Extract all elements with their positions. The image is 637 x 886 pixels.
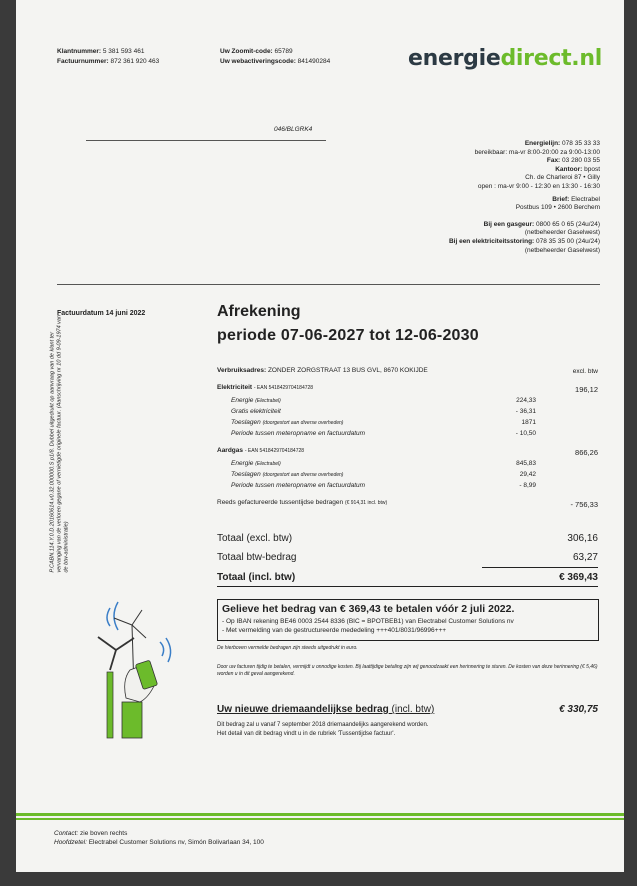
energielijn-label: Energielijn: xyxy=(524,140,561,147)
totals-rule xyxy=(482,567,598,568)
verbruiksadres-row xyxy=(217,367,428,374)
nieuw-bedrag-label: Uw nieuwe driemaandelijkse bedrag xyxy=(217,704,389,715)
payment-iban: - Op IBAN rekening BE46 0003 2544 8336 (BIC = BPOTBEB1) van Electrabel Customer Solutions nv xyxy=(222,618,514,625)
tussentijds-value: - 756,33 xyxy=(570,500,598,509)
payment-box xyxy=(217,599,599,641)
kantoor: bpost xyxy=(584,165,600,173)
side-legal-text: P.CABN.114.Y.0.D.20160614.v0.32.000000.S p1/8. Dubbel uitgedrukt op aanvraag van de klant ter vervanging van de verloren gegane of vernietigde originele factuur. (Aanschrijving nr 10 dd 9-09-1974 van de btw-administratie) xyxy=(49,314,70,573)
periode-title: periode 07-06-2027 tot 12-06-2030 xyxy=(217,327,479,344)
euro-note: De hierboven vermelde bedragen zijn steeds uitgedrukt in euro. xyxy=(217,645,358,651)
totaal-btw: 63,27 xyxy=(572,552,598,563)
line-label: Gratis elektriciteit xyxy=(231,408,281,415)
aardgas-total: 866,26 xyxy=(575,448,598,457)
line-value: - 10,50 xyxy=(515,430,536,437)
line-value: - 8,99 xyxy=(519,482,536,489)
line-sub: (doorgestort aan diverse overheden) xyxy=(262,472,344,478)
line-sub: (Electrabel) xyxy=(255,461,281,467)
document-title: Afrekening xyxy=(217,303,301,320)
tussentijds-row xyxy=(217,499,387,506)
line-value: 29,42 xyxy=(519,471,536,478)
excl-btw-header: excl. btw xyxy=(572,368,598,375)
line-label: Toeslagen xyxy=(231,471,261,478)
green-band-thin xyxy=(16,818,624,820)
nieuw-bedrag-suffix: (incl. btw) xyxy=(391,704,435,715)
payment-mededeling: - Met vermelding van de gestructureerde mededeling +++401/8031/96996+++ xyxy=(222,627,447,634)
brief-label: Brief: xyxy=(552,195,570,203)
kantoor-adres: Ch. de Charleroi 87 • Gilly xyxy=(525,174,600,182)
aardgas-ean: - EAN 5418429704184728 xyxy=(244,448,305,454)
nieuw-bedrag-heading xyxy=(217,704,434,715)
brief-adres: Postbus 109 • 2600 Berchem xyxy=(515,204,600,212)
line-label: Energie xyxy=(231,460,254,467)
verbruiksadres: ZONDER ZORGSTRAAT 13 BUS GVL, 8670 KOKIJDE xyxy=(267,367,428,374)
line-value: 224,33 xyxy=(516,397,536,404)
footer xyxy=(54,829,264,847)
line-value: - 36,31 xyxy=(515,408,536,415)
nieuw-bedrag: € 330,75 xyxy=(559,704,598,715)
footer-hoofdzetel: Electrabel Customer Solutions nv, Simón Bolivarlaan 34, 100 xyxy=(88,839,264,846)
nieuw-bedrag-line1: Dit bedrag zal u vanaf 7 september 2018 driemaandelijks aangerekend worden. xyxy=(217,722,429,728)
storing-label: Bij een elektriciteitsstoring: xyxy=(448,237,535,245)
online-codes xyxy=(220,47,330,67)
elek-beheerder: (netbeheerder Gaselwest) xyxy=(524,246,600,254)
line-item xyxy=(231,397,281,404)
contact-block xyxy=(449,140,600,255)
line-sub: (doorgestort aan diverse overheden) xyxy=(262,420,344,426)
line-item xyxy=(231,482,365,489)
gas-beheerder: (netbeheerder Gaselwest) xyxy=(524,229,600,237)
fax: 03 280 03 55 xyxy=(562,157,600,165)
line-label: Energie xyxy=(231,397,254,404)
totaal-incl-label: Totaal (incl. btw) xyxy=(217,572,296,583)
bereikbaar: bereikbaar: ma-vr 8:00-20:00 za 9:00-13:00 xyxy=(474,148,600,156)
customer-ids xyxy=(57,47,159,67)
elektriciteit-total: 196,12 xyxy=(575,385,598,394)
webactivering-label: Uw webactiveringscode: xyxy=(220,58,296,65)
totaal-incl: € 369,43 xyxy=(559,572,598,583)
line-value: 845,83 xyxy=(516,460,536,467)
verbruiksadres-label: Verbruiksadres: xyxy=(217,367,267,374)
line-item xyxy=(231,419,343,426)
nieuw-bedrag-line2: Het detail van dit bedrag vindt u in de rubriek 'Tussentijdse factuur'. xyxy=(217,730,396,737)
totaal-excl: 306,16 xyxy=(567,533,598,544)
line-label: Periode tussen meteropname en factuurdatum xyxy=(231,430,366,437)
elektriciteit-ean: - EAN 541842970418472​8 xyxy=(253,385,314,391)
tussentijds-label: Reeds gefactureerde tussentijdse bedragen xyxy=(217,499,344,506)
line-item xyxy=(231,408,281,415)
logo-green-text: direct.nl xyxy=(500,46,602,71)
footer-contact-label: Contact: xyxy=(54,830,79,837)
fax-label: Fax: xyxy=(546,157,561,165)
totaal-btw-label: Totaal btw-bedrag xyxy=(217,552,297,563)
klantnummer: 5 381 593 461 xyxy=(102,48,145,55)
zoomit-label: Uw Zoomit-code: xyxy=(220,48,273,55)
footer-contact: zie boven rechts xyxy=(80,830,128,837)
gasgeur: 0800 65 0 65 (24u/24) xyxy=(536,220,600,228)
elektriciteit-label: Elektriciteit xyxy=(217,384,253,391)
nieuw-bedrag-info xyxy=(217,721,428,738)
zoomit-code: 65789 xyxy=(274,48,293,55)
klantnummer-label: Klantnummer: xyxy=(57,48,102,55)
webactivering-code: 841490284 xyxy=(297,58,331,65)
line-item xyxy=(231,430,365,437)
green-band xyxy=(16,813,624,816)
footer-hoofdzetel-label: Hoofdzetel: xyxy=(54,839,87,846)
energielijn: 078 35 33 33 xyxy=(562,140,600,147)
storing: 078 35 35 00 (24u/24) xyxy=(536,237,600,245)
aardgas-label: Aardgas xyxy=(217,447,244,454)
line-value: 1871 xyxy=(521,419,536,426)
payment-warning: Door uw facturen tijdig te betalen, vermijdt u onnodige kosten. Bij laattijdige betaling zijn wij genoodzaakt een herinnering te sturen. De kosten van deze herinnering (€ 5,46) worden u in dit geval aangerekend. xyxy=(217,664,598,677)
section-divider xyxy=(57,284,600,285)
payment-heading: Gelieve het bedrag van € 369,43 te betalen vóór 2 juli 2022. xyxy=(222,603,515,615)
logo-dark-text: energie xyxy=(408,46,501,71)
reference-code: 046/BLGRK4 xyxy=(274,126,313,133)
line-item xyxy=(231,471,343,478)
line-sub: (Electrabel) xyxy=(255,398,281,404)
wind-turbine-phone-illustration xyxy=(76,590,186,740)
line-label: Periode tussen meteropname en factuurdatum xyxy=(231,482,366,489)
line-item xyxy=(231,460,281,467)
gasgeur-label: Bij een gasgeur: xyxy=(483,220,535,228)
factuurdatum: Factuurdatum 14 juni 2022 xyxy=(57,310,146,317)
address-window-rule xyxy=(86,140,326,141)
elektriciteit-heading xyxy=(217,384,313,391)
brief: Electrabel xyxy=(571,195,600,203)
factuurnummer-label: Factuurnummer: xyxy=(57,58,109,65)
line-label: Toeslagen xyxy=(231,419,261,426)
openingsuren: open : ma-vr 9:00 - 12:30 en 13:30 - 16:30 xyxy=(477,182,600,190)
factuurnummer: 872 361 920 463 xyxy=(110,58,160,65)
totals-bottom-rule xyxy=(217,586,598,587)
tussentijds-sub: (€ 914,31 incl. btw) xyxy=(344,500,388,506)
totaal-excl-label: Totaal (excl. btw) xyxy=(217,533,293,544)
invoice-page xyxy=(16,0,624,872)
aardgas-heading xyxy=(217,447,304,454)
kantoor-label: Kantoor: xyxy=(555,165,583,173)
brand-logo xyxy=(408,46,602,71)
